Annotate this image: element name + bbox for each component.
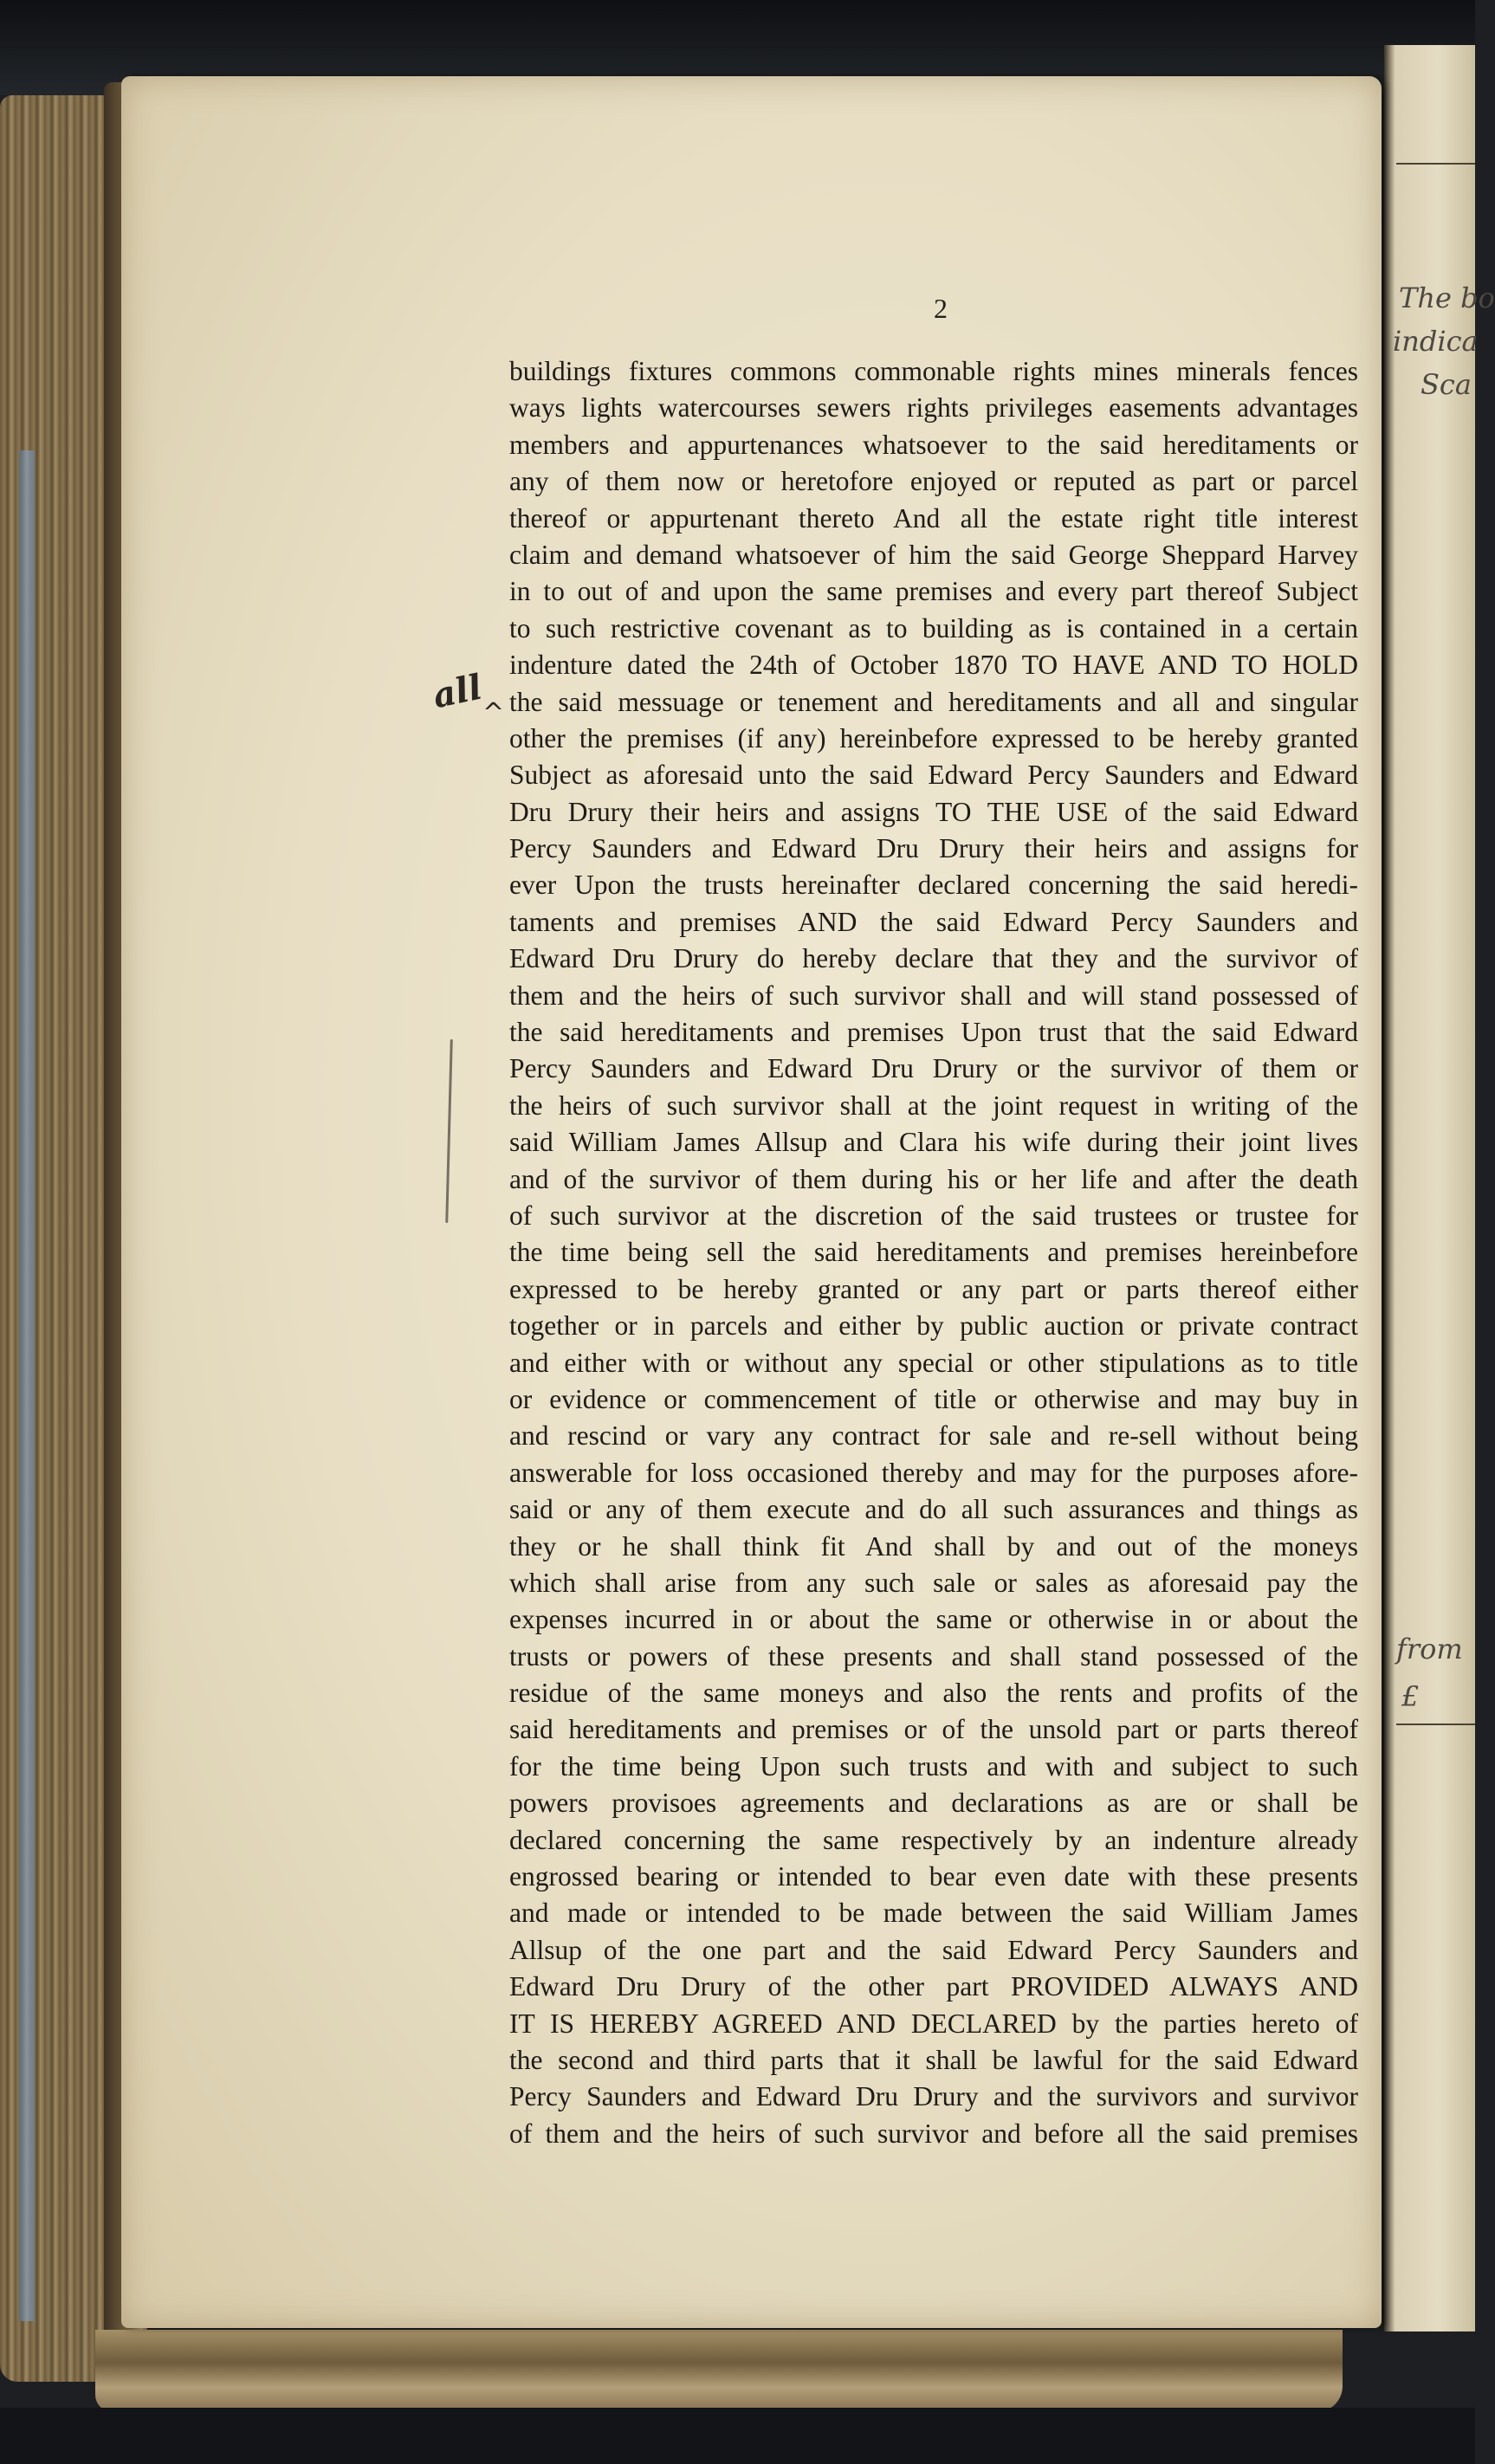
- text-line: the said messuage or tenement and hereditaments and all and singular: [509, 686, 1358, 717]
- text-line: they or he shall think fit And shall by and out of the moneys: [509, 1530, 1358, 1562]
- text-line: and of the survivor of them during his or her life and after the death: [509, 1163, 1358, 1194]
- text-line: to such restrictive covenant as to building as is contained in a certain: [509, 612, 1358, 643]
- text-line: any of them now or heretofore enjoyed or reputed as part or parcel: [509, 466, 1358, 497]
- page-number: 2: [934, 293, 948, 324]
- text-line: together or in parcels and either by public auction or private contract: [509, 1310, 1358, 1342]
- text-line: ways lights watercourses sewers rights privileges easements advantages: [509, 392, 1358, 424]
- text-line: the time being sell the said hereditaments and premises hereinbefore: [509, 1237, 1358, 1268]
- text-line: the heirs of such survivor shall at the joint request in writing of the: [509, 1090, 1358, 1121]
- text-line: Allsup of the one part and the said Edward Percy Saunders and: [509, 1934, 1358, 1965]
- text-line: said or any of them execute and do all such assurances and things as: [509, 1494, 1358, 1525]
- text-line: taments and premises AND the said Edward Percy Saunders and: [509, 906, 1358, 937]
- text-line: for the time being Upon such trusts and with and subject to such: [509, 1750, 1358, 1782]
- deed-body-text: [509, 353, 1358, 2152]
- text-line: expressed to be hereby granted or any part or parts thereof either: [509, 1273, 1358, 1304]
- text-line: other the premises (if any) hereinbefore expressed to be hereby granted: [509, 722, 1358, 753]
- text-line: or evidence or commencement of title or otherwise and may buy in: [509, 1383, 1358, 1414]
- text-line: the said hereditaments and premises Upon trust that the said Edward: [509, 1017, 1358, 1048]
- text-line: and rescind or vary any contract for sale and re-sell without being: [509, 1420, 1358, 1452]
- text-line: residue of the same moneys and also the rents and profits of the: [509, 1678, 1358, 1709]
- text-line: buildings fixtures commons commonable rights mines minerals fences: [509, 356, 1358, 386]
- text-line: Subject as aforesaid unto the said Edward Percy Saunders and Edward: [509, 760, 1358, 791]
- text-line: and made or intended to be made between the said William James: [509, 1898, 1358, 1929]
- text-line: Percy Saunders and Edward Dru Drury their heirs and assigns for: [509, 833, 1358, 864]
- text-line: of them and the heirs of such survivor and before all the said premises: [509, 2118, 1358, 2149]
- text-line: declared concerning the same respectively by an indenture already: [509, 1824, 1358, 1855]
- text-line: expenses incurred in or about the same or otherwise in or about the: [509, 1604, 1358, 1635]
- handwritten-marginal-note: all: [429, 666, 486, 717]
- text-line: indenture dated the 24th of October 1870 TO HAVE AND TO HOLD: [509, 650, 1358, 681]
- page-bottom-edge: [95, 2330, 1343, 2412]
- text-line: engrossed bearing or intended to bear even date with these presents: [509, 1861, 1358, 1892]
- text-line: thereof or appurtenant thereto And all the estate right title interest: [509, 502, 1358, 534]
- text-line: Edward Dru Drury of the other part PROVIDED ALWAYS AND: [509, 1971, 1358, 2002]
- adjacent-page-fragment: indica: [1393, 325, 1479, 358]
- text-line: members and appurtenances whatsoever to the said hereditaments or: [509, 429, 1358, 460]
- adjacent-page-fragment: The bo: [1399, 281, 1495, 314]
- text-line: ever Upon the trusts hereinafter declared concerning the said heredi-: [509, 870, 1358, 901]
- insertion-caret: ^: [482, 698, 505, 728]
- text-line: powers provisoes agreements and declarations as are or shall be: [509, 1788, 1358, 1819]
- text-line: them and the heirs of such survivor shall and will stand possessed of: [509, 980, 1358, 1011]
- text-line: Edward Dru Drury do hereby declare that they and the survivor of: [509, 943, 1358, 974]
- text-line: Percy Saunders and Edward Dru Drury and the survivors and survivor: [509, 2081, 1358, 2112]
- text-line: in to out of and upon the same premises and every part thereof Subject: [509, 576, 1358, 607]
- adjacent-page-fragment: Sca: [1421, 368, 1472, 401]
- text-line: said William James Allsup and Clara his wife during their joint lives: [509, 1127, 1358, 1158]
- adjacent-page-rule-top: [1396, 163, 1475, 165]
- text-line: which shall arise from any such sale or sales as aforesaid pay the: [509, 1567, 1358, 1598]
- text-line: and either with or without any special or other stipulations as to title: [509, 1347, 1358, 1378]
- adjacent-page-rule-middle: [1396, 1724, 1475, 1725]
- text-line: of such survivor at the discretion of the said trustees or trustee for: [509, 1200, 1358, 1231]
- text-line: IT IS HEREBY AGREED AND DECLARED by the parties hereto of: [509, 2008, 1358, 2039]
- text-line: answerable for loss occasioned thereby and may for the purposes afore-: [509, 1457, 1358, 1488]
- text-line: the second and third parts that it shall be lawful for the said Edward: [509, 2044, 1358, 2075]
- adjacent-page-fragment: from: [1396, 1633, 1463, 1665]
- text-line: said hereditaments and premises or of the unsold part or parts thereof: [509, 1714, 1358, 1745]
- text-line: trusts or powers of these presents and shall stand possessed of the: [509, 1640, 1358, 1672]
- background-bottom: [0, 2408, 1475, 2464]
- adjacent-page-fragment: £: [1401, 1680, 1420, 1713]
- text-line: Dru Drury their heirs and assigns TO THE USE of the said Edward: [509, 796, 1358, 827]
- text-line: claim and demand whatsoever of him the said George Sheppard Harvey: [509, 539, 1358, 570]
- text-line: Percy Saunders and Edward Dru Drury or the survivor of them or: [509, 1053, 1358, 1084]
- blue-ribbon-strip: [19, 450, 35, 2321]
